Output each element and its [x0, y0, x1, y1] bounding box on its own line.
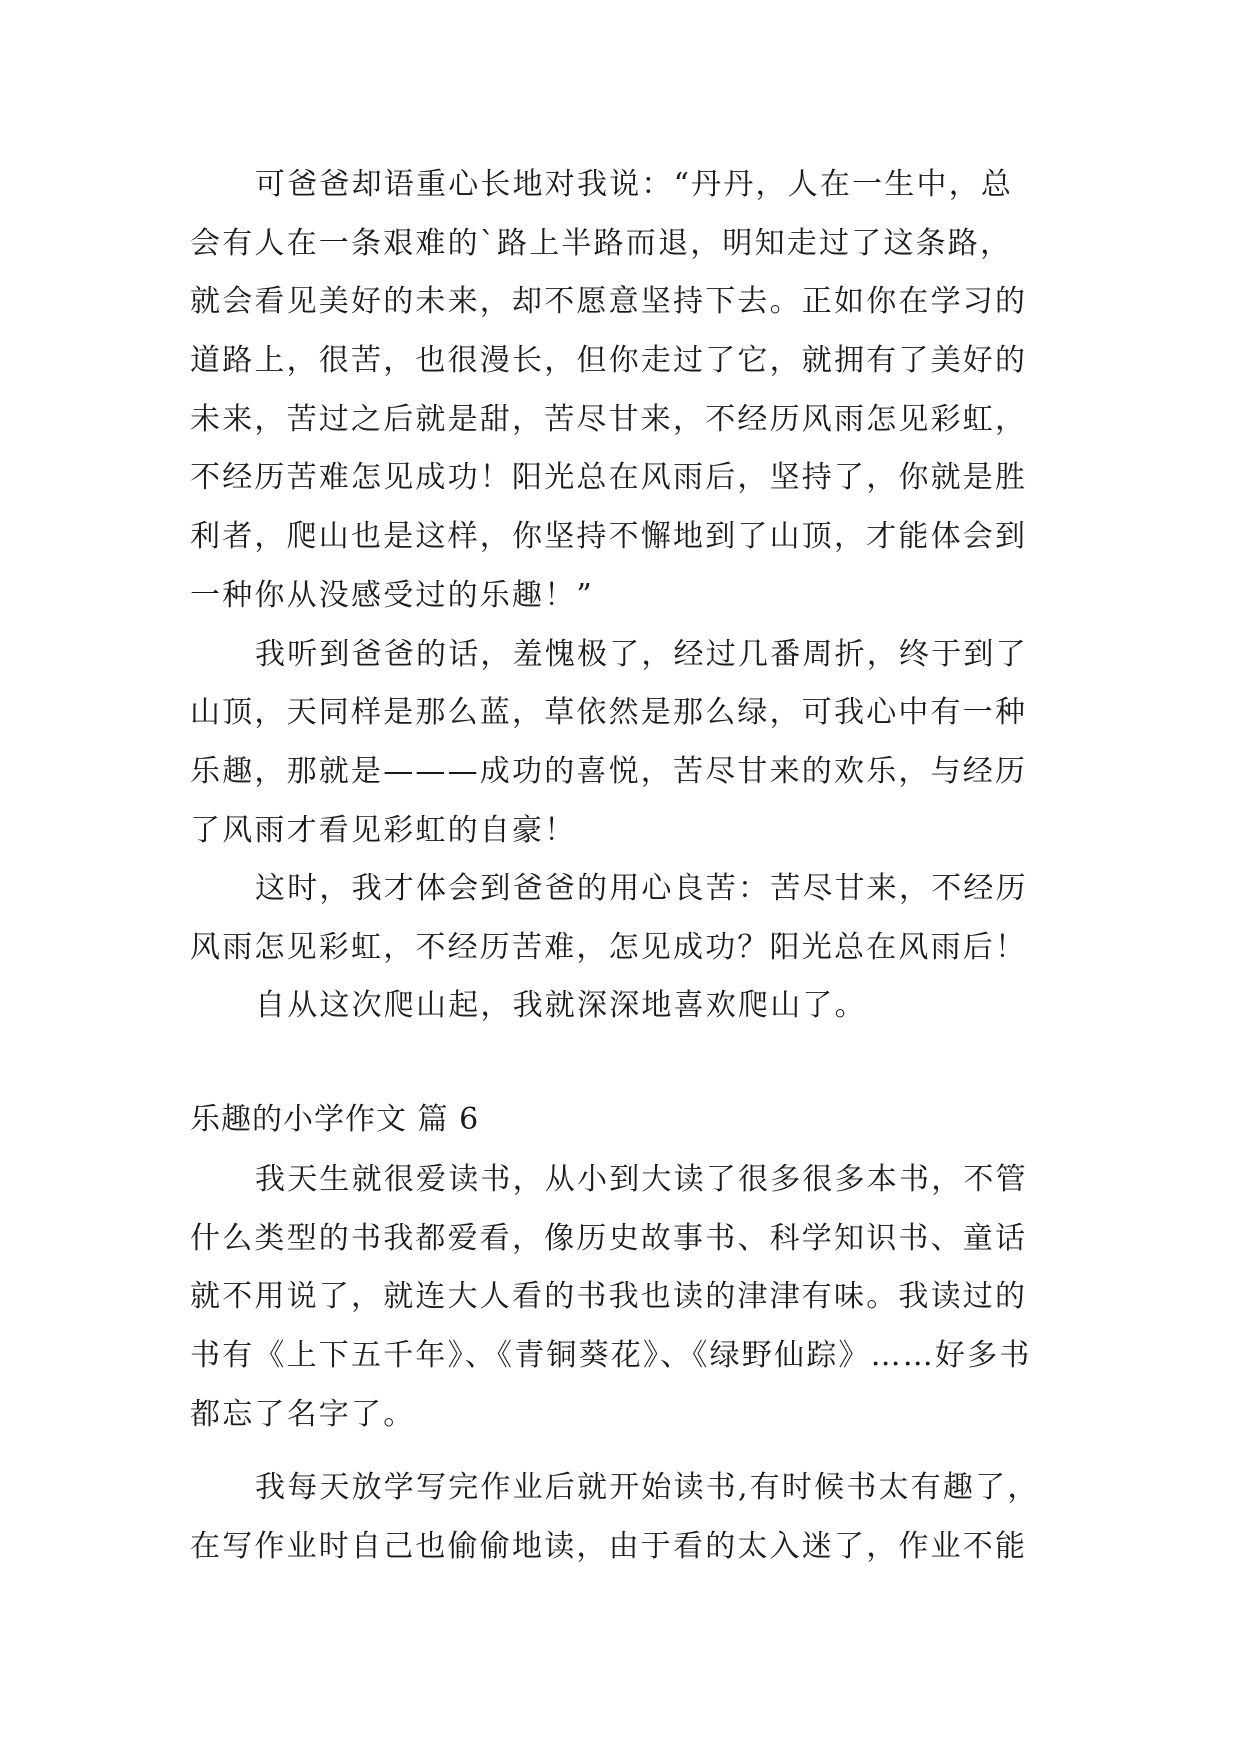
- paragraph-line: 不经历苦难怎见成功！阳光总在风雨后，坚持了，你就是胜: [190, 460, 1028, 495]
- paragraph-line: 在写作业时自己也偷偷地读，由于看的太入迷了，作业不能: [190, 1529, 1028, 1564]
- paragraph-line: 会有人在一条艰难的`路上半路而退，明知走过了这条路，: [190, 226, 1013, 261]
- paragraph-line: 我听到爸爸的话，羞愧极了，经过几番周折，终于到了: [255, 637, 1028, 672]
- paragraph-line: 利者，爬山也是这样，你坚持不懈地到了山顶，才能体会到: [190, 519, 1028, 554]
- paragraph-line: 了风雨才看见彩虹的自豪！: [190, 813, 577, 848]
- paragraph-line: 风雨怎见彩虹，不经历苦难，怎见成功？阳光总在风雨后！: [190, 930, 1028, 965]
- section-heading: 乐趣的小学作文 篇 6: [190, 1102, 480, 1137]
- paragraph-line: 就会看见美好的未来，却不愿意坚持下去。正如你在学习的: [190, 284, 1028, 319]
- paragraph-line: 山顶，天同样是那么蓝，草依然是那么绿，可我心中有一种: [190, 695, 1028, 730]
- paragraph-line: 我每天放学写完作业后就开始读书,有时候书太有趣了，: [255, 1470, 1040, 1505]
- paragraph-line: 可爸爸却语重心长地对我说：“丹丹，人在一生中，总: [255, 167, 1014, 202]
- paragraph-line: 自从这次爬山起，我就深深地喜欢爬山了。: [255, 988, 867, 1023]
- paragraph-line: 道路上，很苦，也很漫长，但你走过了它，就拥有了美好的: [190, 343, 1028, 378]
- paragraph-line: 都忘了名字了。: [190, 1397, 416, 1432]
- paragraph-line: 我天生就很爱读书，从小到大读了很多很多本书，不管: [255, 1162, 1028, 1197]
- paragraph-line: 一种你从没感受过的乐趣！”: [190, 578, 594, 613]
- paragraph-line: 乐趣，那就是———成功的喜悦，苦尽甘来的欢乐，与经历: [190, 754, 1028, 789]
- paragraph-line: 这时，我才体会到爸爸的用心良苦：苦尽甘来，不经历: [255, 871, 1028, 906]
- paragraph-line: 书有《上下五千年》、《青铜葵花》、《绿野仙踪》……好多书: [190, 1338, 1032, 1373]
- paragraph-line: 什么类型的书我都爱看，像历史故事书、科学知识书、童话: [190, 1221, 1028, 1256]
- paragraph-line: 就不用说了，就连大人看的书我也读的津津有味。我读过的: [190, 1279, 1028, 1314]
- paragraph-line: 未来，苦过之后就是甜，苦尽甘来，不经历风雨怎见彩虹，: [190, 402, 1028, 437]
